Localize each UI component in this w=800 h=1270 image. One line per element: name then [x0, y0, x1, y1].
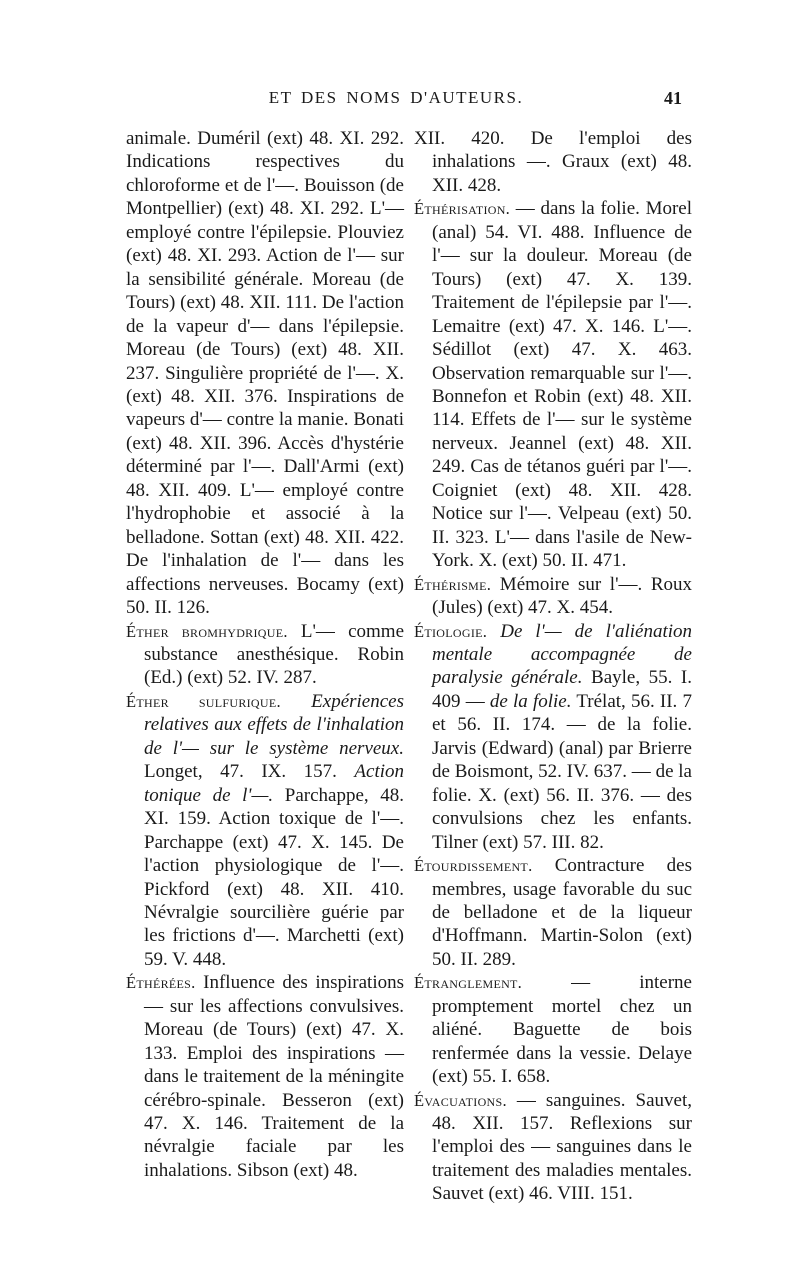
entry-term: Étiologie.	[414, 621, 488, 641]
entry-text: Contracture des membres, usage favorable du suc de belladone et de la liqueur d'Hoffmann. Martin-Solon (ext) 50. II. 289.	[432, 855, 693, 970]
entry-text-continued: Parchappe, 48. XI. 159. Action toxique de l'—. Parchappe (ext) 47. X. 145. De l'action physiologique de l'—. Pickford (ext) 48. XII. 410. Névralgie sourcilière guérie par les frictions d'—. Marchetti (ext) 59. V. 448.	[144, 784, 404, 970]
entry-text: Influence des inspirations — sur les affections convulsives. Moreau (de Tours) (ext) 47. X. 133. Emploi des inspirations — dans le traitement de la méningite cérébro-spinale. Besseron (ext) 47. X. 146. Traitement de la névralgie faciale par les inhalations. Sibson (ext) 48.	[144, 972, 404, 1181]
entry-ether-continued: animale. Duméril (ext) 48. XI. 292. Indications respectives du chloroforme et de l'—. Bouisson (de Montpellier) (ext) 48. XI. 292. L'— employé contre l'épilepsie. Plouviez (ext) 48. XI. 293. Action de l'— sur la sensibilité générale. Moreau (de Tours) (ext) 48. XII. 111. De l'action de la vapeur d'— dans l'épilepsie. Moreau (de Tours) (ext) 48. XII. 237. Singulière propriété de l'—. X. (ext) 48. XII. 376. Inspirations de vapeurs d'— contre la manie. Bonati (ext) 48. XII. 396. Accès d'hystérie déterminé par l'—. Dall'Armi (ext) 48. XII. 409. L'— employé contre l'hydrophobie et associé à la belladone. Sottan (ext) 48. XII. 422. De l'inhalation de l'— dans les affections nerveuses. Bocamy (ext) 50. II. 126.	[126, 128, 404, 619]
running-title: ET DES NOMS D'AUTEURS.	[268, 88, 524, 107]
page-number: 41	[664, 88, 682, 108]
entry-text: Bayle, 55. I. 409 —	[432, 667, 693, 712]
entry-term: Évacuations.	[414, 1090, 507, 1110]
entry-term: Étourdissement.	[414, 856, 533, 876]
entry-italic-title: De l'— de l'aliénation mentale accompagnée de paralysie générale.	[432, 620, 693, 689]
entry-evacuations	[414, 1089, 692, 1206]
entry-etourdissement	[414, 854, 692, 971]
entry-ether-bromhydrique	[126, 620, 404, 690]
right-column	[414, 127, 692, 1206]
entry-text: — interne promptement mortel chez un aliéné. Baguette de bois renfermée dans la vessie. Delaye (ext) 55. I. 658.	[432, 972, 692, 1088]
entry-italic-subtitle: de la folie.	[489, 690, 572, 712]
left-column	[126, 127, 404, 1182]
entry-text-continued: Trélat, 56. II. 7 et 56. II. 174. — de la folie. Jarvis (Edward) (anal) par Brierre de Boismont, 52. IV. 637. — de la folie. X. (ext) 56. II. 376. — des convulsions chez les enfants. Tilner (ext) 57. III. 82.	[432, 690, 692, 853]
entry-italic-title: Expériences relatives aux effets de l'inhalation de l'— sur le système nerveux.	[144, 690, 404, 759]
entry-text: — dans la folie. Morel (anal) 54. VI. 488. Influence de l'— sur la douleur. Moreau (de Tours) (ext) 47. X. 139. Traitement de l'épilepsie par l'—. Lemaitre (ext) 47. X. 146. L'—. Sédillot (ext) 47. X. 463. Observation remarquable sur l'—. Bonnefon et Robin (ext) 48. XII. 114. Effets de l'— sur le système nerveux. Jeannel (ext) 48. XII. 249. Cas de tétanos guéri par l'—. Coigniet (ext) 48. XII. 428. Notice sur l'—. Velpeau (ext) 50. II. 323. L'— dans l'asile de New-York. X. (ext) 50. II. 471.	[432, 198, 692, 572]
entry-ether-sulfurique	[126, 690, 404, 971]
running-head	[110, 88, 682, 118]
entry-term: Éther sulfurique.	[126, 691, 281, 711]
entry-term: Éther bromhydrique.	[126, 621, 288, 641]
entry-etiologie	[414, 620, 692, 855]
entry-etherisation	[414, 197, 692, 572]
entry-term: Étranglement.	[414, 973, 523, 993]
entry-text: L'— comme substance anesthésique. Robin (Ed.) (ext) 52. IV. 287.	[144, 620, 404, 689]
entry-etherisme	[414, 573, 692, 620]
entry-text: Longet, 47. IX. 157.	[144, 761, 337, 783]
entry-etherees-continued: XII. 420. De l'emploi des inhalations —. Graux (ext) 48. XII. 428.	[414, 128, 692, 196]
entry-term: Éthérées.	[126, 973, 196, 993]
entry-text: Mémoire sur l'—. Roux (Jules) (ext) 47. X. 454.	[432, 573, 692, 619]
entry-italic-subtitle: Action tonique de l'—.	[144, 761, 405, 806]
entry-text: — sanguines. Sauvet, 48. XII. 157. Reflexions sur l'emploi des — sanguines dans le traitement des maladies mentales. Sauvet (ext) 46. VIII. 151.	[432, 1089, 692, 1205]
entry-term: Éthérisme.	[414, 574, 492, 594]
entry-term: Éthérisation.	[414, 199, 511, 219]
entry-etherees	[126, 971, 404, 1182]
entry-etranglement	[414, 971, 692, 1088]
